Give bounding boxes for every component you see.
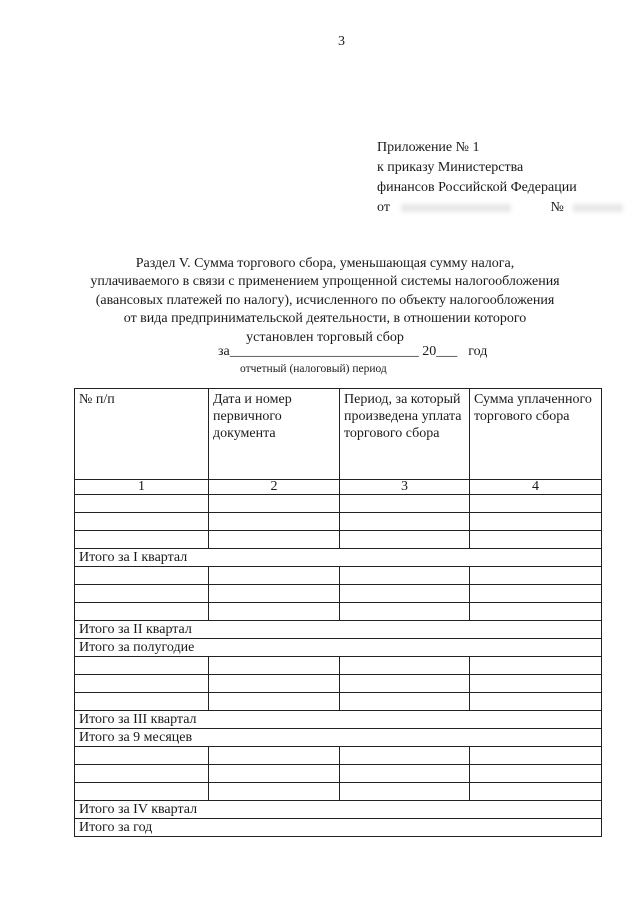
table-cell bbox=[470, 603, 602, 621]
table-row bbox=[75, 693, 602, 711]
table-cell bbox=[75, 603, 209, 621]
heading-line: уплачиваемого в связи с применением упрощенной системы налогообложения bbox=[90, 274, 560, 290]
column-number: 3 bbox=[340, 480, 470, 495]
table-cell bbox=[75, 765, 209, 783]
total-row-year bbox=[75, 819, 602, 837]
table-cell bbox=[340, 693, 470, 711]
year-field: 20___ bbox=[422, 344, 458, 359]
year-suffix: год bbox=[468, 344, 488, 359]
table-row bbox=[75, 747, 602, 765]
column-number-row bbox=[75, 480, 602, 495]
total-row-q3 bbox=[75, 711, 602, 729]
table-cell bbox=[340, 765, 470, 783]
table-cell bbox=[75, 783, 209, 801]
table-row bbox=[75, 585, 602, 603]
table-cell bbox=[340, 657, 470, 675]
table-cell bbox=[209, 693, 340, 711]
heading-line: (авансовых платежей по налогу), исчисленного по объекту налогообложения bbox=[95, 292, 555, 308]
table-row bbox=[75, 513, 602, 531]
table-cell bbox=[209, 495, 340, 513]
table-row bbox=[75, 675, 602, 693]
table-cell bbox=[75, 693, 209, 711]
table-cell bbox=[340, 747, 470, 765]
table-cell bbox=[340, 567, 470, 585]
total-row-nine-months bbox=[75, 729, 602, 747]
period-blank: ___________________________ bbox=[229, 344, 419, 359]
total-label: Итого за III квартал bbox=[75, 711, 602, 729]
table-cell bbox=[209, 603, 340, 621]
reporting-period-line bbox=[218, 344, 487, 360]
total-row-q4 bbox=[75, 801, 602, 819]
total-label: Итого за IV квартал bbox=[75, 801, 602, 819]
trade-fee-table bbox=[74, 388, 602, 837]
total-label: Итого за полугодие bbox=[75, 639, 602, 657]
table-cell bbox=[470, 675, 602, 693]
table-cell bbox=[340, 603, 470, 621]
table-cell bbox=[340, 513, 470, 531]
column-number: 1 bbox=[75, 480, 209, 495]
table-cell bbox=[470, 783, 602, 801]
table-cell bbox=[75, 495, 209, 513]
table-row bbox=[75, 567, 602, 585]
appendix-block bbox=[377, 138, 623, 218]
table-cell bbox=[340, 783, 470, 801]
table-cell bbox=[340, 531, 470, 549]
table-cell bbox=[75, 513, 209, 531]
table-cell bbox=[209, 783, 340, 801]
appendix-number-label: № bbox=[550, 200, 564, 215]
table-cell bbox=[209, 513, 340, 531]
total-label: Итого за 9 месяцев bbox=[75, 729, 602, 747]
table-cell bbox=[75, 675, 209, 693]
total-row-half-year bbox=[75, 639, 602, 657]
table-row bbox=[75, 531, 602, 549]
table-cell bbox=[209, 747, 340, 765]
section-heading bbox=[60, 255, 590, 347]
table-cell bbox=[209, 567, 340, 585]
table-cell bbox=[470, 693, 602, 711]
table-cell bbox=[340, 585, 470, 603]
total-label: Итого за I квартал bbox=[75, 549, 602, 567]
table-cell bbox=[209, 657, 340, 675]
table-cell bbox=[209, 585, 340, 603]
table-cell bbox=[470, 513, 602, 531]
appendix-order-line: к приказу Министерства bbox=[377, 160, 524, 175]
table-cell bbox=[470, 747, 602, 765]
table-row bbox=[75, 495, 602, 513]
table-cell bbox=[470, 567, 602, 585]
period-caption: отчетный (налоговый) период bbox=[240, 363, 387, 375]
total-row-q2 bbox=[75, 621, 602, 639]
table-cell bbox=[75, 657, 209, 675]
column-number: 2 bbox=[209, 480, 340, 495]
total-label: Итого за год bbox=[75, 819, 602, 837]
table-cell bbox=[75, 567, 209, 585]
table-cell bbox=[340, 495, 470, 513]
column-number: 4 bbox=[470, 480, 602, 495]
table-cell bbox=[209, 531, 340, 549]
table-cell bbox=[209, 765, 340, 783]
table-row bbox=[75, 765, 602, 783]
header-cell: Дата и номер первичного документа bbox=[209, 389, 340, 480]
table-row bbox=[75, 657, 602, 675]
table-cell bbox=[209, 675, 340, 693]
table-cell bbox=[75, 531, 209, 549]
page-number: 3 bbox=[338, 34, 345, 49]
table-cell bbox=[470, 657, 602, 675]
redacted-number bbox=[573, 204, 623, 212]
table-row bbox=[75, 603, 602, 621]
heading-line: Раздел V. Сумма торгового сбора, уменьшающая сумму налога, bbox=[135, 256, 515, 271]
heading-line: установлен торговый сбор bbox=[246, 329, 404, 345]
table-cell bbox=[470, 585, 602, 603]
appendix-from-label: от bbox=[377, 200, 390, 215]
table-header-row bbox=[75, 389, 602, 480]
redacted-date bbox=[401, 204, 511, 212]
header-cell: Период, за который произведена уплата торгового сбора bbox=[340, 389, 470, 480]
table-cell bbox=[340, 675, 470, 693]
header-cell: Сумма уплаченного торгового сбора bbox=[470, 389, 602, 480]
table-cell bbox=[470, 765, 602, 783]
table-row bbox=[75, 783, 602, 801]
table-cell bbox=[470, 495, 602, 513]
table-cell bbox=[470, 531, 602, 549]
appendix-ministry-line: финансов Российской Федерации bbox=[377, 180, 577, 195]
header-cell: № п/п bbox=[75, 389, 209, 480]
table-cell bbox=[75, 585, 209, 603]
table-cell bbox=[75, 747, 209, 765]
appendix-title: Приложение № 1 bbox=[377, 140, 480, 155]
heading-line: от вида предпринимательской деятельности, в отношении которого bbox=[123, 311, 527, 327]
period-prefix: за bbox=[218, 344, 230, 359]
total-label: Итого за II квартал bbox=[75, 621, 602, 639]
appendix-date-number-line bbox=[377, 198, 623, 218]
total-row-q1 bbox=[75, 549, 602, 567]
